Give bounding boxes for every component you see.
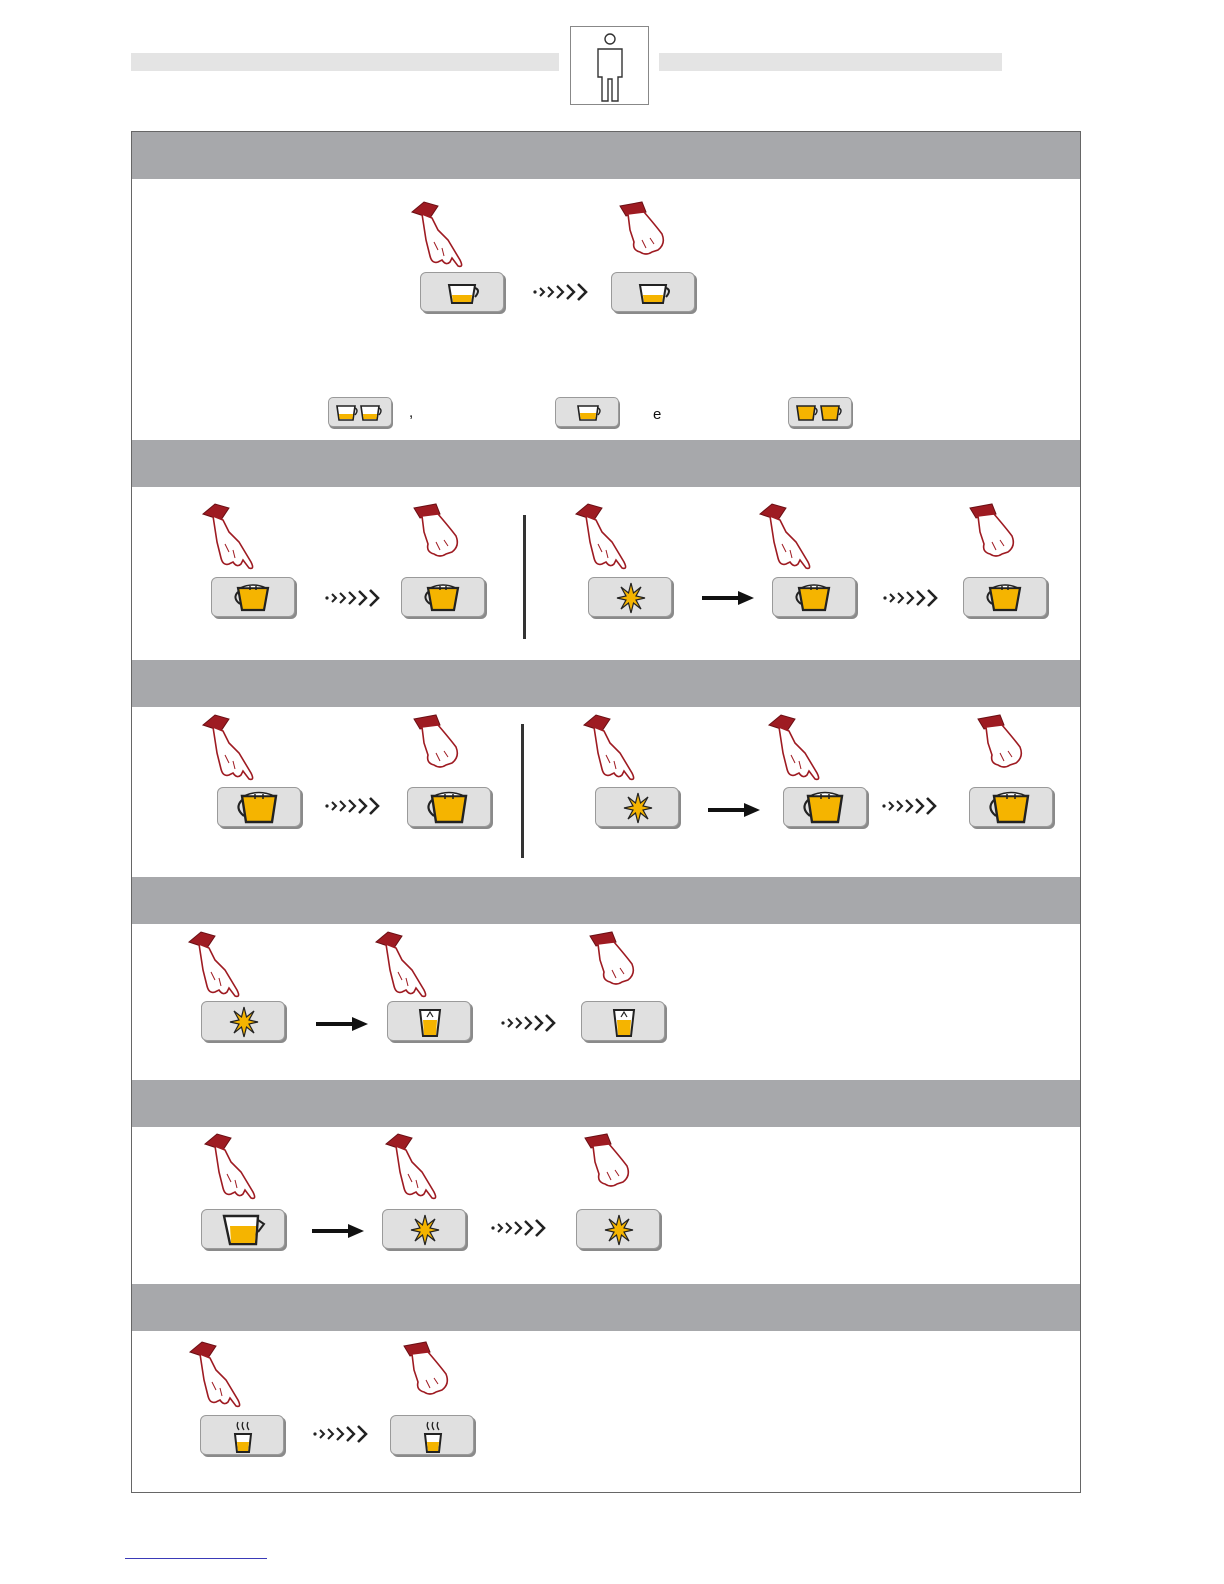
and-separator: e xyxy=(653,406,662,423)
steam-button[interactable] xyxy=(201,1001,285,1041)
person-icon xyxy=(570,26,649,105)
section-header-espresso xyxy=(132,132,1080,179)
arrow-icon xyxy=(706,802,762,818)
latte-button-released[interactable] xyxy=(581,1001,665,1041)
press-hand-icon xyxy=(199,502,263,572)
dots-arrow-icon xyxy=(324,588,382,608)
large-cappuccino-button[interactable] xyxy=(217,787,301,827)
section-header-milk-jug xyxy=(132,1080,1080,1127)
press-hand-icon xyxy=(382,1132,446,1202)
large-cappuccino-button[interactable] xyxy=(783,787,867,827)
cappuccino-button[interactable] xyxy=(211,577,295,617)
espresso-button[interactable] xyxy=(420,272,504,312)
steam-button[interactable] xyxy=(595,787,679,827)
press-hand-icon xyxy=(756,502,820,572)
two-cups-button[interactable] xyxy=(328,397,392,427)
release-hand-icon xyxy=(406,502,470,572)
dots-arrow-icon xyxy=(324,796,382,816)
press-hand-icon xyxy=(186,1340,250,1410)
release-hand-icon xyxy=(396,1340,460,1410)
large-cappuccino-button-released[interactable] xyxy=(407,787,491,827)
two-cups-full-button[interactable] xyxy=(788,397,852,427)
header-bar-right xyxy=(659,53,1002,71)
comma-separator: , xyxy=(409,404,414,421)
section-header-hot-water xyxy=(132,1284,1080,1331)
section-header-cappuccino xyxy=(132,440,1080,487)
steam-button-released[interactable] xyxy=(576,1209,660,1249)
release-hand-icon xyxy=(577,1132,641,1202)
press-hand-icon xyxy=(580,713,644,783)
steam-button[interactable] xyxy=(382,1209,466,1249)
dots-arrow-icon xyxy=(881,796,939,816)
latte-button[interactable] xyxy=(387,1001,471,1041)
divider xyxy=(523,515,526,639)
espresso-button-released[interactable] xyxy=(611,272,695,312)
cappuccino-button[interactable] xyxy=(772,577,856,617)
arrow-icon xyxy=(310,1223,366,1239)
release-hand-icon xyxy=(962,502,1026,572)
dots-arrow-icon xyxy=(882,588,940,608)
arrow-icon xyxy=(314,1016,370,1032)
hot-water-button-released[interactable] xyxy=(390,1415,474,1455)
header-bar-left xyxy=(131,53,559,71)
release-hand-icon xyxy=(970,713,1034,783)
dots-arrow-icon xyxy=(500,1013,558,1033)
release-hand-icon xyxy=(612,200,676,270)
press-hand-icon xyxy=(572,502,636,572)
dots-arrow-icon xyxy=(490,1218,548,1238)
one-cup-button[interactable] xyxy=(555,397,619,427)
press-hand-icon xyxy=(185,930,249,1000)
cappuccino-button-released[interactable] xyxy=(401,577,485,617)
large-cappuccino-button-released[interactable] xyxy=(969,787,1053,827)
press-hand-icon xyxy=(408,200,472,270)
press-hand-icon xyxy=(199,713,263,783)
footer-line xyxy=(125,1558,267,1559)
press-hand-icon xyxy=(372,930,436,1000)
dots-arrow-icon xyxy=(312,1424,370,1444)
section-header-latte xyxy=(132,877,1080,924)
release-hand-icon xyxy=(406,713,470,783)
arrow-icon xyxy=(700,590,756,606)
press-hand-icon xyxy=(201,1132,265,1202)
dots-arrow-icon xyxy=(532,282,590,302)
press-hand-icon xyxy=(765,713,829,783)
release-hand-icon xyxy=(582,930,646,1000)
section-header-large-cappuccino xyxy=(132,660,1080,707)
divider xyxy=(521,724,524,858)
steam-button[interactable] xyxy=(588,577,672,617)
jug-button[interactable] xyxy=(201,1209,285,1249)
hot-water-button[interactable] xyxy=(200,1415,284,1455)
cappuccino-button-released[interactable] xyxy=(963,577,1047,617)
